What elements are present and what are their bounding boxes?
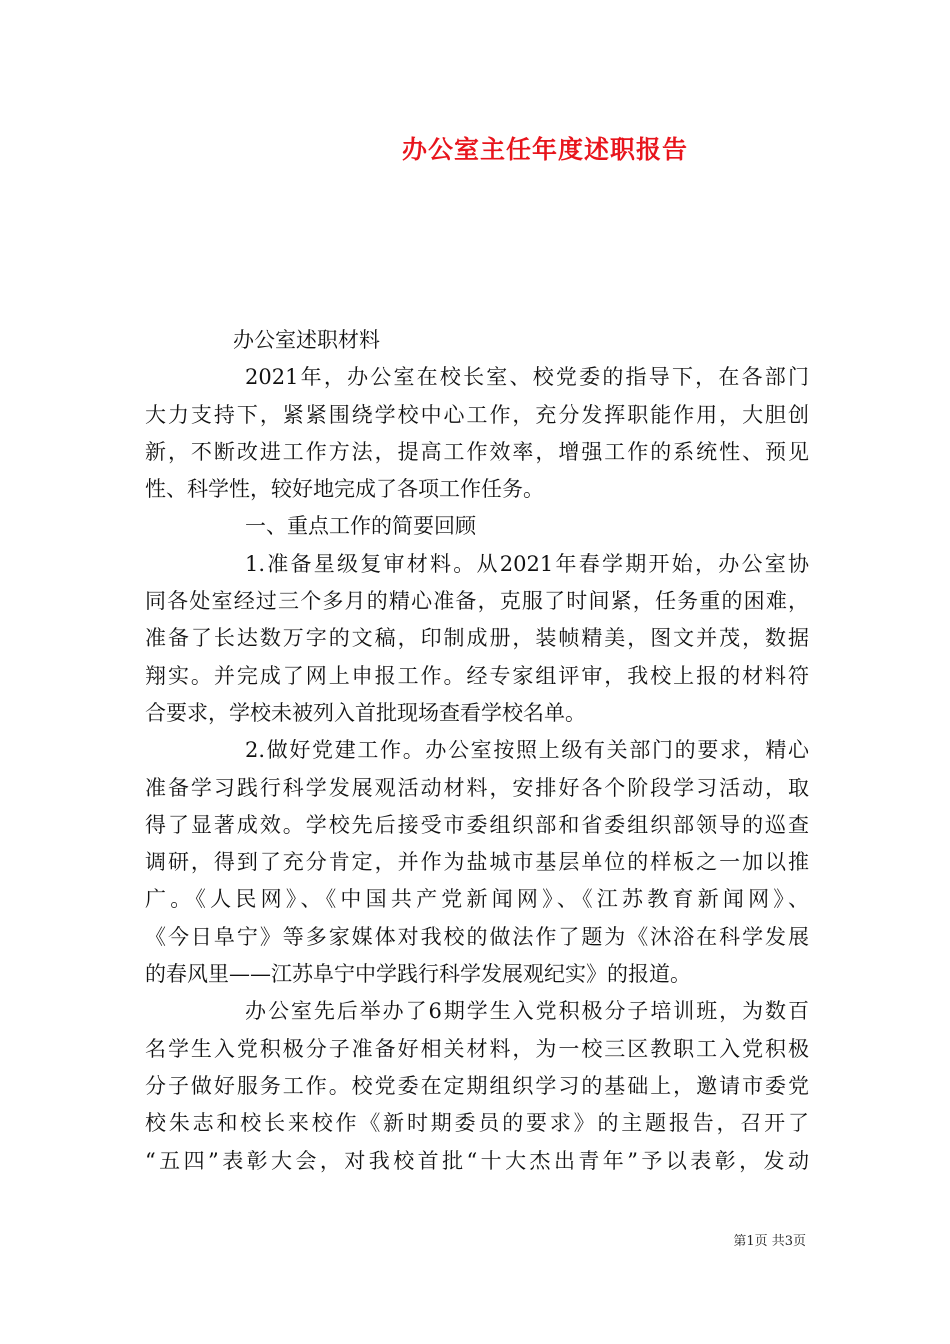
body-line: 性、科学性，较好地完成了各项工作任务。 (145, 477, 544, 502)
body-line: 新，不断改进工作方法，提高工作效率，增强工作的系统性、预见 (145, 439, 809, 464)
body-line: 分子做好服务工作。校党委在定期组织学习的基础上，邀请市委党 (145, 1073, 809, 1098)
body-line: “五四”表彰大会，对我校首批“十大杰出青年”予以表彰，发动 (145, 1148, 809, 1173)
body-line: 2021年，办公室在校长室、校党委的指导下，在各部门 (245, 365, 809, 390)
document-body (145, 322, 809, 1180)
body-line: 《今日阜宁》等多家媒体对我校的做法作了题为《沐浴在科学发展 (145, 924, 809, 949)
body-line: 得了显著成效。学校先后接受市委组织部和省委组织部领导的巡查 (145, 812, 809, 837)
body-line: 名学生入党积极分子准备好相关材料，为一校三区教职工入党积极 (145, 1036, 809, 1061)
body-line: 的春风里——江苏阜宁中学践行科学发展观纪实》的报道。 (145, 962, 691, 987)
body-line: 校朱志和校长来校作《新时期委员的要求》的主题报告，召开了 (145, 1111, 809, 1136)
body-line: 大力支持下，紧紧围绕学校中心工作，充分发挥职能作用，大胆创 (145, 402, 809, 427)
document-title: 办公室主任年度述职报告 (401, 135, 688, 164)
body-line: 准备了长达数万字的文稿，印制成册，装帧精美，图文并茂，数据 (145, 626, 809, 651)
body-line: 广。《人民网》、《中国共产党新闻网》、《江苏教育新闻网》、 (145, 887, 809, 912)
body-line: 翔实。并完成了网上申报工作。经专家组评审，我校上报的材料符 (145, 663, 809, 688)
body-line: 办公室先后举办了6期学生入党积极分子培训班，为数百 (245, 999, 809, 1024)
body-line: 办公室述职材料 (233, 328, 380, 352)
body-line: 调研，得到了充分肯定，并作为盐城市基层单位的样板之一加以推 (145, 850, 809, 875)
body-line: 合要求，学校未被列入首批现场查看学校名单。 (145, 700, 586, 725)
body-line: 1.准备星级复审材料。从2021年春学期开始，办公室协 (245, 551, 809, 576)
page-footer: 第1页 共3页 (733, 1234, 806, 1249)
body-line: 2.做好党建工作。办公室按照上级有关部门的要求，精心 (245, 738, 809, 763)
body-line: 同各处室经过三个多月的精心准备，克服了时间紧，任务重的困难， (145, 589, 809, 614)
body-line: 一、重点工作的简要回顾 (245, 514, 476, 539)
body-line: 准备学习践行科学发展观活动材料，安排好各个阶段学习活动，取 (145, 775, 809, 800)
